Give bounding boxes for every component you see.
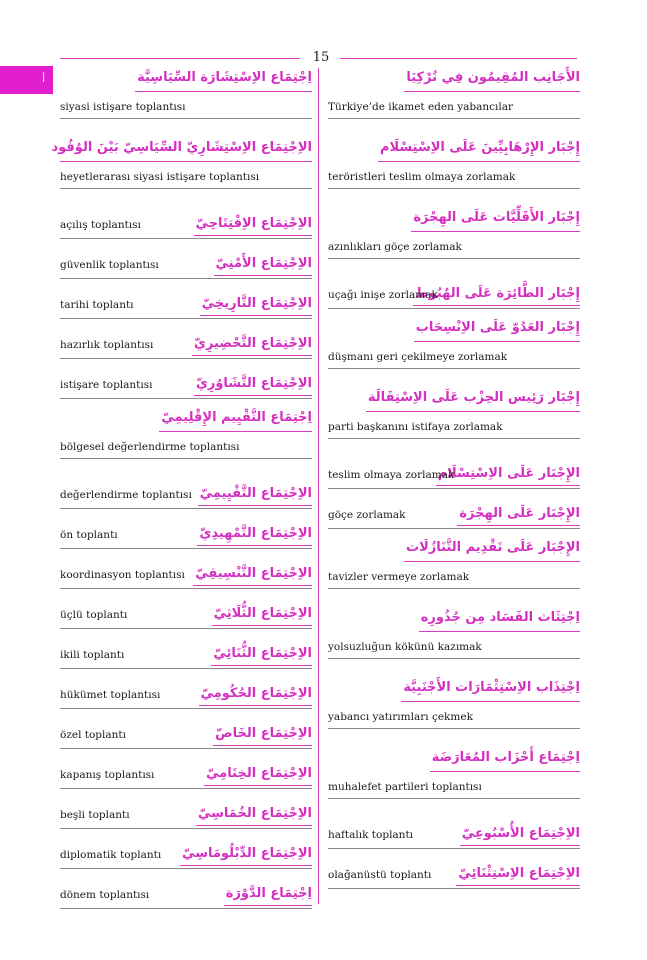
translation-underline <box>60 548 312 549</box>
glossary-entry <box>60 480 312 520</box>
glossary-entry <box>51 140 312 210</box>
turkish-translation: hazırlık toplantısı <box>60 339 154 351</box>
translation-underline <box>60 458 312 459</box>
translation-underline <box>60 708 312 709</box>
glossary-entry <box>60 410 312 480</box>
arabic-term-underline <box>224 905 312 906</box>
turkish-translation: yolsuzluğun kökünü kazımak <box>328 641 482 653</box>
arabic-term: الاِجْتِمَاع الاِسْتِثْنَائِيّ <box>458 866 580 881</box>
arabic-term: الاِجْتِمَاع الثُّلَاثِيّ <box>213 606 312 621</box>
arabic-term-underline <box>404 561 580 562</box>
arabic-term: اِجْتِثَاث الفَسَاد مِن جُذُورِه <box>420 610 580 625</box>
arabic-term-underline <box>366 411 580 412</box>
turkish-translation: muhalefet partileri toplantısı <box>328 781 482 793</box>
arabic-term: إِجْبَار العَدُوّ عَلَى الاِنْسِحَاب <box>415 320 580 335</box>
arabic-term: إِجْبَار الإِرْهَابِيِّينَ عَلَى الاِسْتِسْلَام <box>380 140 580 155</box>
turkish-translation: teslim olmaya zorlamak <box>328 469 455 481</box>
glossary-entry <box>328 820 580 860</box>
glossary-entry <box>60 600 312 640</box>
translation-underline <box>328 368 580 369</box>
arabic-term: الاِجْتِمَاع الخَاصّ <box>215 726 312 741</box>
turkish-translation: ön toplantı <box>60 529 118 541</box>
arabic-term: اِجْتِمَاع الاِسْتِشَارَة السِّيَاسِيَّة <box>137 70 312 85</box>
turkish-translation: özel toplantı <box>60 729 126 741</box>
glossary-entry <box>328 390 580 460</box>
glossary-entry <box>328 680 580 750</box>
translation-underline <box>60 508 312 509</box>
turkish-translation: bölgesel değerlendirme toplantısı <box>60 441 240 453</box>
arabic-term-underline <box>436 485 580 486</box>
glossary-entry <box>60 720 312 760</box>
header-rule-left <box>60 58 300 59</box>
translation-underline <box>328 188 580 189</box>
turkish-translation: diplomatik toplantı <box>60 849 162 861</box>
arabic-term-underline <box>411 231 580 232</box>
translation-underline <box>60 908 312 909</box>
translation-underline <box>60 398 312 399</box>
glossary-entry <box>328 860 580 900</box>
turkish-translation: ikili toplantı <box>60 649 125 661</box>
glossary-entry <box>60 520 312 560</box>
arabic-term-underline <box>413 305 580 306</box>
glossary-entry <box>328 750 580 820</box>
right-column <box>328 70 580 900</box>
glossary-entry <box>328 280 580 320</box>
arabic-term-underline <box>194 395 312 396</box>
translation-underline <box>328 258 580 259</box>
arabic-term-underline <box>404 91 580 92</box>
translation-underline <box>328 528 580 529</box>
glossary-entry <box>60 210 312 250</box>
glossary-entry <box>328 540 580 610</box>
translation-underline <box>60 828 312 829</box>
arabic-term: الاِجْتِمَاع الحُكُومِيّ <box>200 686 312 701</box>
arabic-term-underline <box>192 355 312 356</box>
turkish-translation: azınlıkları göçe zorlamak <box>328 241 462 253</box>
translation-underline <box>328 118 580 119</box>
arabic-term: الاِجْتِمَاع الاِسْتِشَارِيّ السِّيَاسِيّ بَيْنَ الوُفُود <box>51 140 312 155</box>
arabic-term-underline <box>196 825 312 826</box>
glossary-entry <box>60 760 312 800</box>
glossary-entry <box>328 210 580 280</box>
glossary-entry <box>60 880 312 920</box>
arabic-term: الاِجْتِمَاع التَّنْسِيقِيّ <box>195 566 312 581</box>
translation-underline <box>60 188 312 189</box>
column-divider <box>318 68 319 904</box>
turkish-translation: parti başkanını istifaya zorlamak <box>328 421 503 433</box>
glossary-entry <box>328 610 580 680</box>
turkish-translation: değerlendirme toplantısı <box>60 489 192 501</box>
turkish-translation: teröristleri teslim olmaya zorlamak <box>328 171 516 183</box>
arabic-term: اِجْتِذَاب الاِسْتِثْمَارَات الأَجْنَبِيَّة <box>403 680 580 695</box>
arabic-term-underline <box>401 701 580 702</box>
turkish-translation: siyasi istişare toplantısı <box>60 101 186 113</box>
turkish-translation: güvenlik toplantısı <box>60 259 159 271</box>
turkish-translation: heyetlerarası siyasi istişare toplantısı <box>60 171 260 183</box>
left-column <box>51 70 312 920</box>
arabic-term-underline <box>199 705 312 706</box>
arabic-term: الاِجْتِمَاع التَّارِيخِيّ <box>201 296 312 311</box>
arabic-term: إِجْبَار رَئِيس الحِزْب عَلَى الاِسْتِقَالَة <box>367 390 580 405</box>
glossary-entry <box>60 370 312 410</box>
arabic-term-underline <box>200 315 312 316</box>
arabic-term: الاِجْتِمَاع الخِتَامِيّ <box>206 766 312 781</box>
arabic-term: الأَجَانِب المُقِيمُون فِي تُرْكِيَا <box>406 70 580 85</box>
glossary-entry <box>60 70 312 140</box>
turkish-translation: üçlü toplantı <box>60 609 128 621</box>
arabic-term: الاِجْتِمَاع التَّحْضِيرِيّ <box>194 336 312 351</box>
translation-underline <box>60 868 312 869</box>
glossary-entry <box>60 250 312 290</box>
turkish-translation: dönem toplantısı <box>60 889 150 901</box>
arabic-term: اِجْتِمَاع أَحْزَاب المُعَارَضَة <box>431 750 580 765</box>
glossary-entry <box>328 320 580 390</box>
translation-underline <box>328 728 580 729</box>
turkish-translation: düşmanı geri çekilmeye zorlamak <box>328 351 508 363</box>
arabic-term: الإِجْبَار عَلَى تَقْدِيم التَّنَازُلَات <box>406 540 580 555</box>
arabic-term-underline <box>457 525 580 526</box>
arabic-term: الاِجْتِمَاع الثُّنَائِيّ <box>213 646 312 661</box>
translation-underline <box>60 628 312 629</box>
arabic-term-underline <box>159 431 312 432</box>
arabic-term-underline <box>193 585 312 586</box>
glossary-entry <box>328 140 580 210</box>
glossary-entry <box>60 800 312 840</box>
glossary-entry <box>60 560 312 600</box>
translation-underline <box>60 118 312 119</box>
arabic-term-underline <box>414 341 580 342</box>
turkish-translation: açılış toplantısı <box>60 219 141 231</box>
arabic-term: الاِجْتِمَاع الاِفْتِتَاحِيّ <box>195 216 312 231</box>
translation-underline <box>60 278 312 279</box>
arabic-term-underline <box>198 505 312 506</box>
turkish-translation: hükümet toplantısı <box>60 689 161 701</box>
turkish-translation: olağanüstü toplantı <box>328 869 432 881</box>
glossary-entry <box>328 460 580 500</box>
turkish-translation: tavizler vermeye zorlamak <box>328 571 470 583</box>
glossary-entry <box>60 330 312 370</box>
arabic-term: الاِجْتِمَاع التَّمْهِيدِيّ <box>199 526 312 541</box>
arabic-term: الاِجْتِمَاع الأُسْبُوعِيّ <box>461 826 580 841</box>
arabic-term-underline <box>456 885 580 886</box>
translation-underline <box>60 668 312 669</box>
translation-underline <box>60 238 312 239</box>
translation-underline <box>328 798 580 799</box>
arabic-term-underline <box>214 275 312 276</box>
header-rule-right <box>340 58 577 59</box>
arabic-term-underline <box>419 631 580 632</box>
arabic-term-underline <box>211 665 312 666</box>
glossary-entry <box>60 290 312 330</box>
glossary-entry <box>328 500 580 540</box>
arabic-term: الاِجْتِمَاع الخُمَاسِيّ <box>197 806 312 821</box>
arabic-term: إِجْبَار الأَقَلِّيَّات عَلَى الهِجْرَة <box>413 210 580 225</box>
arabic-term: إِجْبَار الطَّائِرَة عَلَى الهُبُوط <box>415 286 580 301</box>
translation-underline <box>328 488 580 489</box>
arabic-term: اِجْتِمَاع التَّقْيِيم الإِقْلِيمِيّ <box>161 410 312 425</box>
arabic-term-underline <box>213 745 312 746</box>
translation-underline <box>60 318 312 319</box>
translation-underline <box>328 588 580 589</box>
translation-underline <box>328 848 580 849</box>
turkish-translation: göçe zorlamak <box>328 509 406 521</box>
translation-underline <box>60 588 312 589</box>
translation-underline <box>60 788 312 789</box>
arabic-term: الاِجْتِمَاع الأَمْنِيّ <box>215 256 312 271</box>
arabic-term: الإِجْبَار عَلَى الهِجْرَة <box>459 506 580 521</box>
translation-underline <box>60 748 312 749</box>
glossary-entry <box>328 70 580 140</box>
arabic-term-underline <box>460 845 580 846</box>
turkish-translation: koordinasyon toplantısı <box>60 569 185 581</box>
translation-underline <box>328 438 580 439</box>
glossary-entry <box>60 680 312 720</box>
turkish-translation: haftalık toplantı <box>328 829 414 841</box>
turkish-translation: Türkiye’de ikamet eden yabancılar <box>328 101 514 113</box>
arabic-term: الاِجْتِمَاع الدِّبْلُومَاسِيّ <box>182 846 312 861</box>
turkish-translation: kapanış toplantısı <box>60 769 155 781</box>
arabic-term-underline <box>204 785 312 786</box>
glossary-entry <box>60 840 312 880</box>
turkish-translation: uçağı inişe zorlamak <box>328 289 438 301</box>
arabic-term: الاِجْتِمَاع التَّقْيِيمِيّ <box>199 486 312 501</box>
turkish-translation: yabancı yatırımları çekmek <box>328 711 473 723</box>
translation-underline <box>60 358 312 359</box>
page-number: 15 <box>312 50 330 65</box>
arabic-term-underline <box>430 771 580 772</box>
arabic-term-underline <box>135 91 312 92</box>
arabic-term: اِجْتِمَاع الدَّوْرَة <box>225 886 312 901</box>
arabic-term-underline <box>194 235 312 236</box>
translation-underline <box>328 658 580 659</box>
arabic-term: الإِجْبَار عَلَى الاِسْتِسْلَام <box>437 466 580 481</box>
glossary-entry <box>60 640 312 680</box>
arabic-term-underline <box>60 161 312 162</box>
translation-underline <box>328 888 580 889</box>
turkish-translation: istişare toplantısı <box>60 379 153 391</box>
section-tab: أ <box>0 66 53 94</box>
turkish-translation: tarihi toplantı <box>60 299 134 311</box>
turkish-translation: beşli toplantı <box>60 809 130 821</box>
arabic-term-underline <box>378 161 580 162</box>
arabic-term-underline <box>212 625 312 626</box>
translation-underline <box>328 308 580 309</box>
arabic-term: الاِجْتِمَاع التَّشَاوُرِيّ <box>195 376 312 391</box>
arabic-term-underline <box>197 545 312 546</box>
arabic-term-underline <box>180 865 312 866</box>
